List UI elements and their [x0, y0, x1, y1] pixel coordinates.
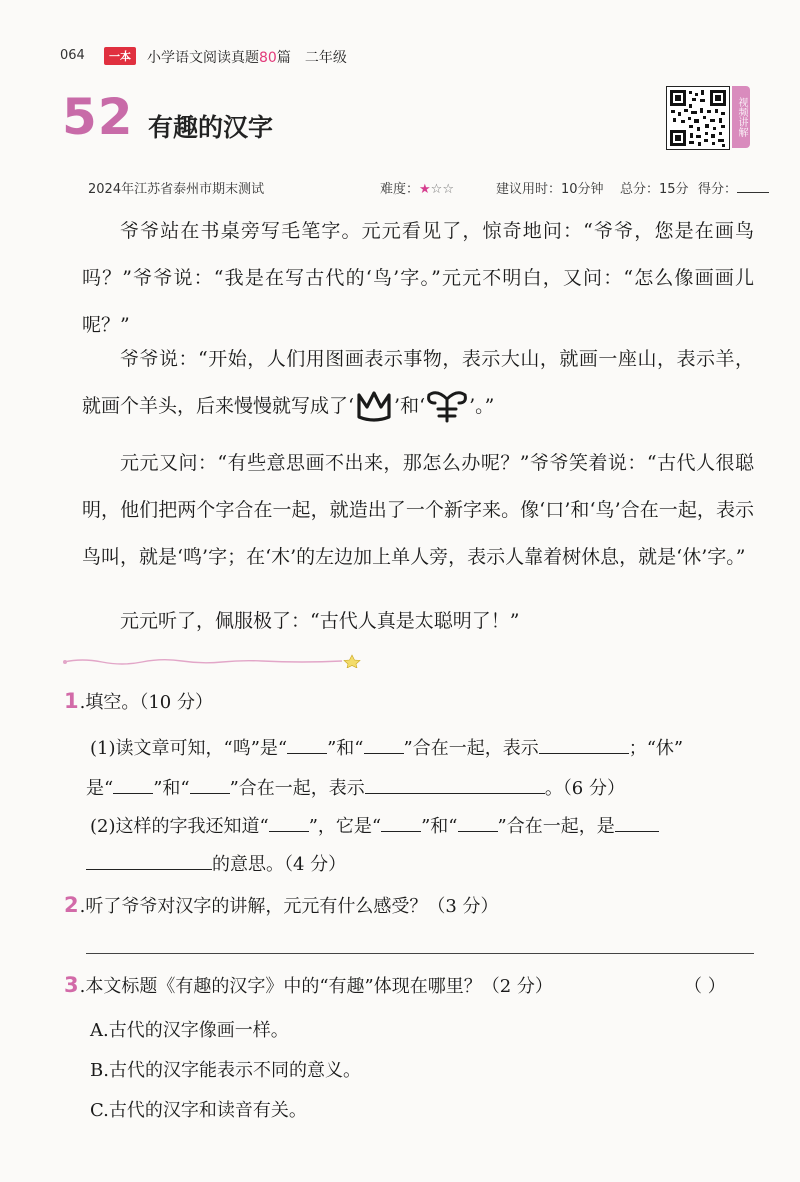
star-icon: [344, 655, 360, 668]
question-1-sub-2-line-2: [86, 850, 346, 876]
passage-paragraph-3: 元元又问：“有些意思画不出来，那怎么办呢？”爷爷笑着说：“古代人很聪明，他们把两个字合在一起，就造出了一个新字来。像‘口’和‘鸟’合在一起，表示鸟叫，就是‘鸣’字；在‘木’的左边加上单人旁，表示人靠着树休息，就是‘休’字。”: [82, 452, 754, 568]
lesson-title: 有趣的汉字: [148, 113, 274, 142]
difficulty-label: 难度：: [380, 182, 420, 197]
question-1-sub-2-line-1: [90, 812, 659, 838]
question-2-answer-line[interactable]: [86, 953, 754, 954]
qr-code-icon: [667, 87, 729, 149]
brand-badge: 一本: [104, 47, 136, 65]
passage-paragraph-1: 爷爷站在书桌旁写毛笔字。元元看见了，惊奇地问：“爷爷，您是在画鸟吗？”爷爷说：“我是在写古代的‘鸟’字。”元元不明白，又问：“怎么像画画儿呢？”: [82, 220, 754, 336]
test-source: 2024年江苏省泰州市期末测试: [88, 182, 265, 197]
suggested-time: 建议用时：10分钟: [496, 182, 604, 197]
difficulty: [380, 178, 454, 197]
q1-blank-1[interactable]: [287, 736, 327, 754]
q1-s2-text-b: ”，它是“: [308, 816, 382, 837]
passage-p2-text-c: ’。”: [469, 395, 495, 417]
q1-blank-8[interactable]: [381, 814, 421, 832]
video-explain-tab[interactable]: 视频讲解: [732, 86, 750, 148]
q1-blank-6[interactable]: [365, 776, 545, 794]
ancient-mountain-glyph-icon: [354, 387, 394, 427]
q1-s2-text-a: (2)这样的字我还知道“: [90, 816, 269, 837]
q1-s1-text-g: ”合在一起，表示: [229, 778, 365, 799]
series-suffix: 篇: [276, 50, 291, 66]
ancient-sheep-glyph-icon: [425, 387, 469, 427]
q1-s1-text-h: 。（6 分）: [544, 778, 625, 799]
series-count: 80: [259, 50, 277, 66]
question-3-option-c[interactable]: C.古代的汉字和读音有关。: [90, 1100, 307, 1121]
grade-label: 二年级: [304, 50, 347, 66]
passage-paragraph-2: [82, 336, 754, 430]
q1-blank-10[interactable]: [615, 814, 659, 832]
q1-s2-text-e: 的意思。（4 分）: [212, 854, 347, 875]
question-3-title: .本文标题《有趣的汉字》中的“有趣”体现在哪里？（2 分）: [79, 976, 553, 997]
question-2-title: .听了爷爷对汉字的讲解，元元有什么感受？（3 分）: [79, 896, 499, 917]
qr-code[interactable]: [666, 86, 730, 150]
q1-blank-2[interactable]: [364, 736, 404, 754]
series-title: [147, 47, 347, 67]
question-1-sub-1-line-1: [90, 734, 683, 760]
q1-s1-text-c: ”合在一起，表示: [403, 738, 539, 759]
question-3-option-b[interactable]: B.古代的汉字能表示不同的意义。: [90, 1060, 361, 1081]
score-field[interactable]: [698, 178, 769, 197]
q1-blank-4[interactable]: [113, 776, 153, 794]
question-2-heading: [64, 892, 499, 918]
q1-s1-text-d: ；“休”: [628, 738, 684, 759]
series-prefix: 小学语文阅读真题: [147, 50, 259, 66]
total-score: 总分：15分: [620, 182, 689, 197]
page-number: 064: [60, 48, 85, 63]
q1-s2-text-d: ”合在一起，是: [497, 816, 615, 837]
q1-s1-text-e: 是“: [86, 778, 114, 799]
score-blank[interactable]: [737, 180, 769, 193]
question-3-heading: [64, 972, 553, 998]
q1-blank-7[interactable]: [269, 814, 309, 832]
q1-s1-text-b: ”和“: [327, 738, 364, 759]
question-1-sub-1-line-2: [86, 774, 625, 800]
question-3-answer-bracket[interactable]: （ ）: [684, 976, 726, 997]
passage-p2-text-a: 爷爷说：“开始，人们用图画表示事物，表示大山，就画一座山，表示羊，就画个羊头，后来慢慢就写成了‘: [82, 348, 754, 417]
q1-blank-5[interactable]: [190, 776, 230, 794]
question-3-option-a[interactable]: A.古代的汉字像画一样。: [90, 1020, 289, 1041]
q1-s1-text-f: ”和“: [153, 778, 190, 799]
q1-s2-text-c: ”和“: [421, 816, 458, 837]
passage-p2-text-b: ’和‘: [394, 395, 426, 417]
q1-blank-3[interactable]: [539, 736, 629, 754]
score-label: 得分：: [698, 182, 738, 197]
question-3-number: 3: [64, 973, 79, 997]
passage-paragraph-4: 元元听了，佩服极了：“古代人真是太聪明了！”: [120, 610, 520, 632]
question-2-number: 2: [64, 893, 79, 917]
star-filled-icon: ★: [419, 182, 431, 197]
question-1-heading: [64, 688, 213, 714]
q1-blank-11[interactable]: [86, 852, 212, 870]
q1-s1-text-a: (1)读文章可知，“鸣”是“: [90, 738, 288, 759]
lesson-number: 52: [62, 88, 134, 146]
decorative-divider: [62, 654, 362, 668]
star-empty-icon: ☆☆: [430, 182, 454, 197]
q1-blank-9[interactable]: [458, 814, 498, 832]
question-1-number: 1: [64, 689, 79, 713]
question-1-title: .填空。（10 分）: [79, 692, 213, 713]
